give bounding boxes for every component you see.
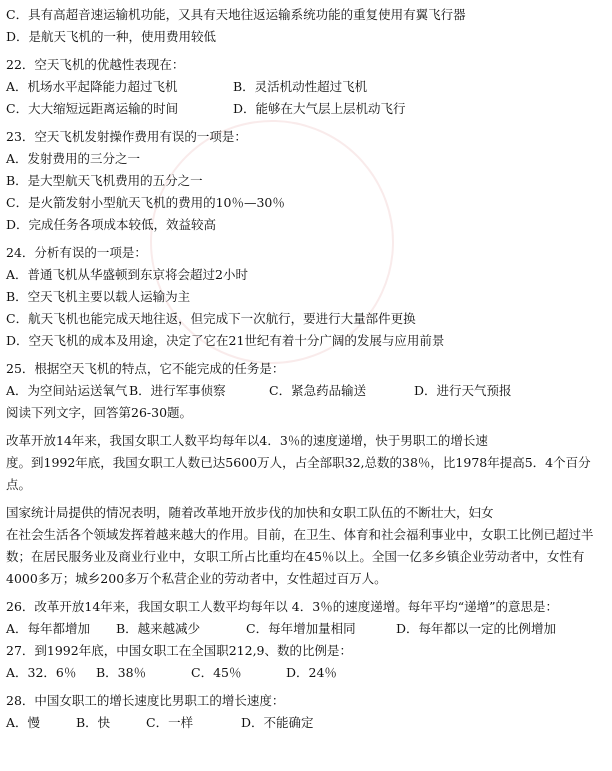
q25-option-c: C．紧急药品输送 (269, 383, 367, 398)
q26-stem: 26．改革开放14年来，我国女职工人数平均每年以 4．3％的速度递增。每年平均“递增”的意思是： (6, 599, 558, 614)
q25-option-b: B．进行军事侦察 (129, 383, 226, 398)
q24-stem: 24．分析有误的一项是： (6, 245, 147, 260)
q23-option-b: B．是大型航天飞机费用的五分之一 (6, 173, 203, 188)
q24-option-a: A．普通飞机从华盛顿到东京将会超过2小时 (6, 267, 248, 282)
q28-option-d: D．不能确定 (241, 715, 314, 730)
q27-option-b: B．38％ (96, 665, 147, 680)
q26-options-row (6, 618, 606, 640)
q25-options-row (6, 380, 606, 402)
q26-option-d: D．每年都以一定的比例增加 (396, 621, 557, 636)
q28-option-c: C．一样 (146, 715, 194, 730)
q27-option-c: C．45％ (191, 665, 242, 680)
exam-page (6, 4, 606, 734)
q27-stem: 27．到1992年底，中国女职工在全国职212,9、数的比例是： (6, 643, 353, 658)
q25-option-a: A．为空间站运送氧气 (6, 383, 128, 398)
q24-option-b: B．空天飞机主要以载人运输为主 (6, 289, 191, 304)
q23-stem: 23．空天飞机发射操作费用有误的一项是： (6, 129, 247, 144)
passage-p2-line1: 国家统计局提供的情况表明，随着改革地开放步伐的加快和女职工队伍的不断壮大，妇女 (6, 505, 494, 520)
passage-intro: 阅读下列文字，回答第26-30题。 (6, 405, 193, 420)
q25-stem: 25．根据空天飞机的特点，它不能完成的任务是： (6, 361, 285, 376)
q24-option-d: D．空天飞机的成本及用途，决定了它在21世纪有着十分广阔的发展与应用前景 (6, 333, 445, 348)
q26-option-a: A．每年都增加 (6, 621, 91, 636)
q27-option-d: D．24％ (286, 665, 337, 680)
q22-option-c: C．大大缩短远距离运输的时间 (6, 101, 179, 116)
q21-option-c: C．具有高超音速运输机功能，又具有天地往返运输系统功能的重复使用有翼飞行器 (6, 7, 466, 22)
q24-option-c: C．航天飞机也能完成天地往返，但完成下一次航行，要进行大量部件更换 (6, 311, 416, 326)
q26-option-c: C．每年增加量相同 (246, 621, 356, 636)
q22-stem: 22．空天飞机的优越性表现在： (6, 57, 185, 72)
q22-option-b: B．灵活机动性超过飞机 (233, 79, 368, 94)
q22-option-d: D．能够在大气层上层机动飞行 (233, 101, 406, 116)
q27-option-a: A．32．6％ (6, 665, 77, 680)
q28-stem: 28．中国女职工的增长速度比男职工的增长速度： (6, 693, 285, 708)
passage-p1-line1: 改革开放14年来，我国女职工人数平均每年以4．3％的速度递增，快于男职工的增长速 (6, 433, 488, 448)
q28-options-row (6, 712, 606, 734)
q21-option-d: D．是航天飞机的一种，使用费用较低 (6, 29, 217, 44)
q22-options-row-1 (6, 76, 606, 98)
q28-option-a: A．慢 (6, 715, 41, 730)
q22-options-row-2 (6, 98, 606, 120)
q28-option-b: B．快 (76, 715, 111, 730)
q27-options-row (6, 662, 606, 684)
passage-p1-line2: 度。到1992年底，我国女职工人数已达5600万人，占全部职32,总数的38％，比1978年提高5．4个百分点。 (6, 455, 591, 492)
q22-option-a: A．机场水平起降能力超过飞机 (6, 79, 178, 94)
passage-p2-rest: 在社会生活各个领域发挥着越来越大的作用。目前，在卫生、体育和社会福利事业中，女职工比例已超过半数；在居民服务业及商业行业中，女职工所占比重均在45％以上。全国一亿多乡镇企业劳动者中，女性有4000多万；城乡200多万个私营企业的劳动者中，女性超过百万人。 (6, 527, 594, 586)
q23-option-a: A．发射费用的三分之一 (6, 151, 141, 166)
q25-option-d: D．进行天气预报 (414, 383, 512, 398)
q23-option-d: D．完成任务各项成本较低，效益较高 (6, 217, 217, 232)
q23-option-c: C．是火箭发射小型航天飞机的费用的10％—30％ (6, 195, 285, 210)
q26-option-b: B．越来越减少 (116, 621, 201, 636)
